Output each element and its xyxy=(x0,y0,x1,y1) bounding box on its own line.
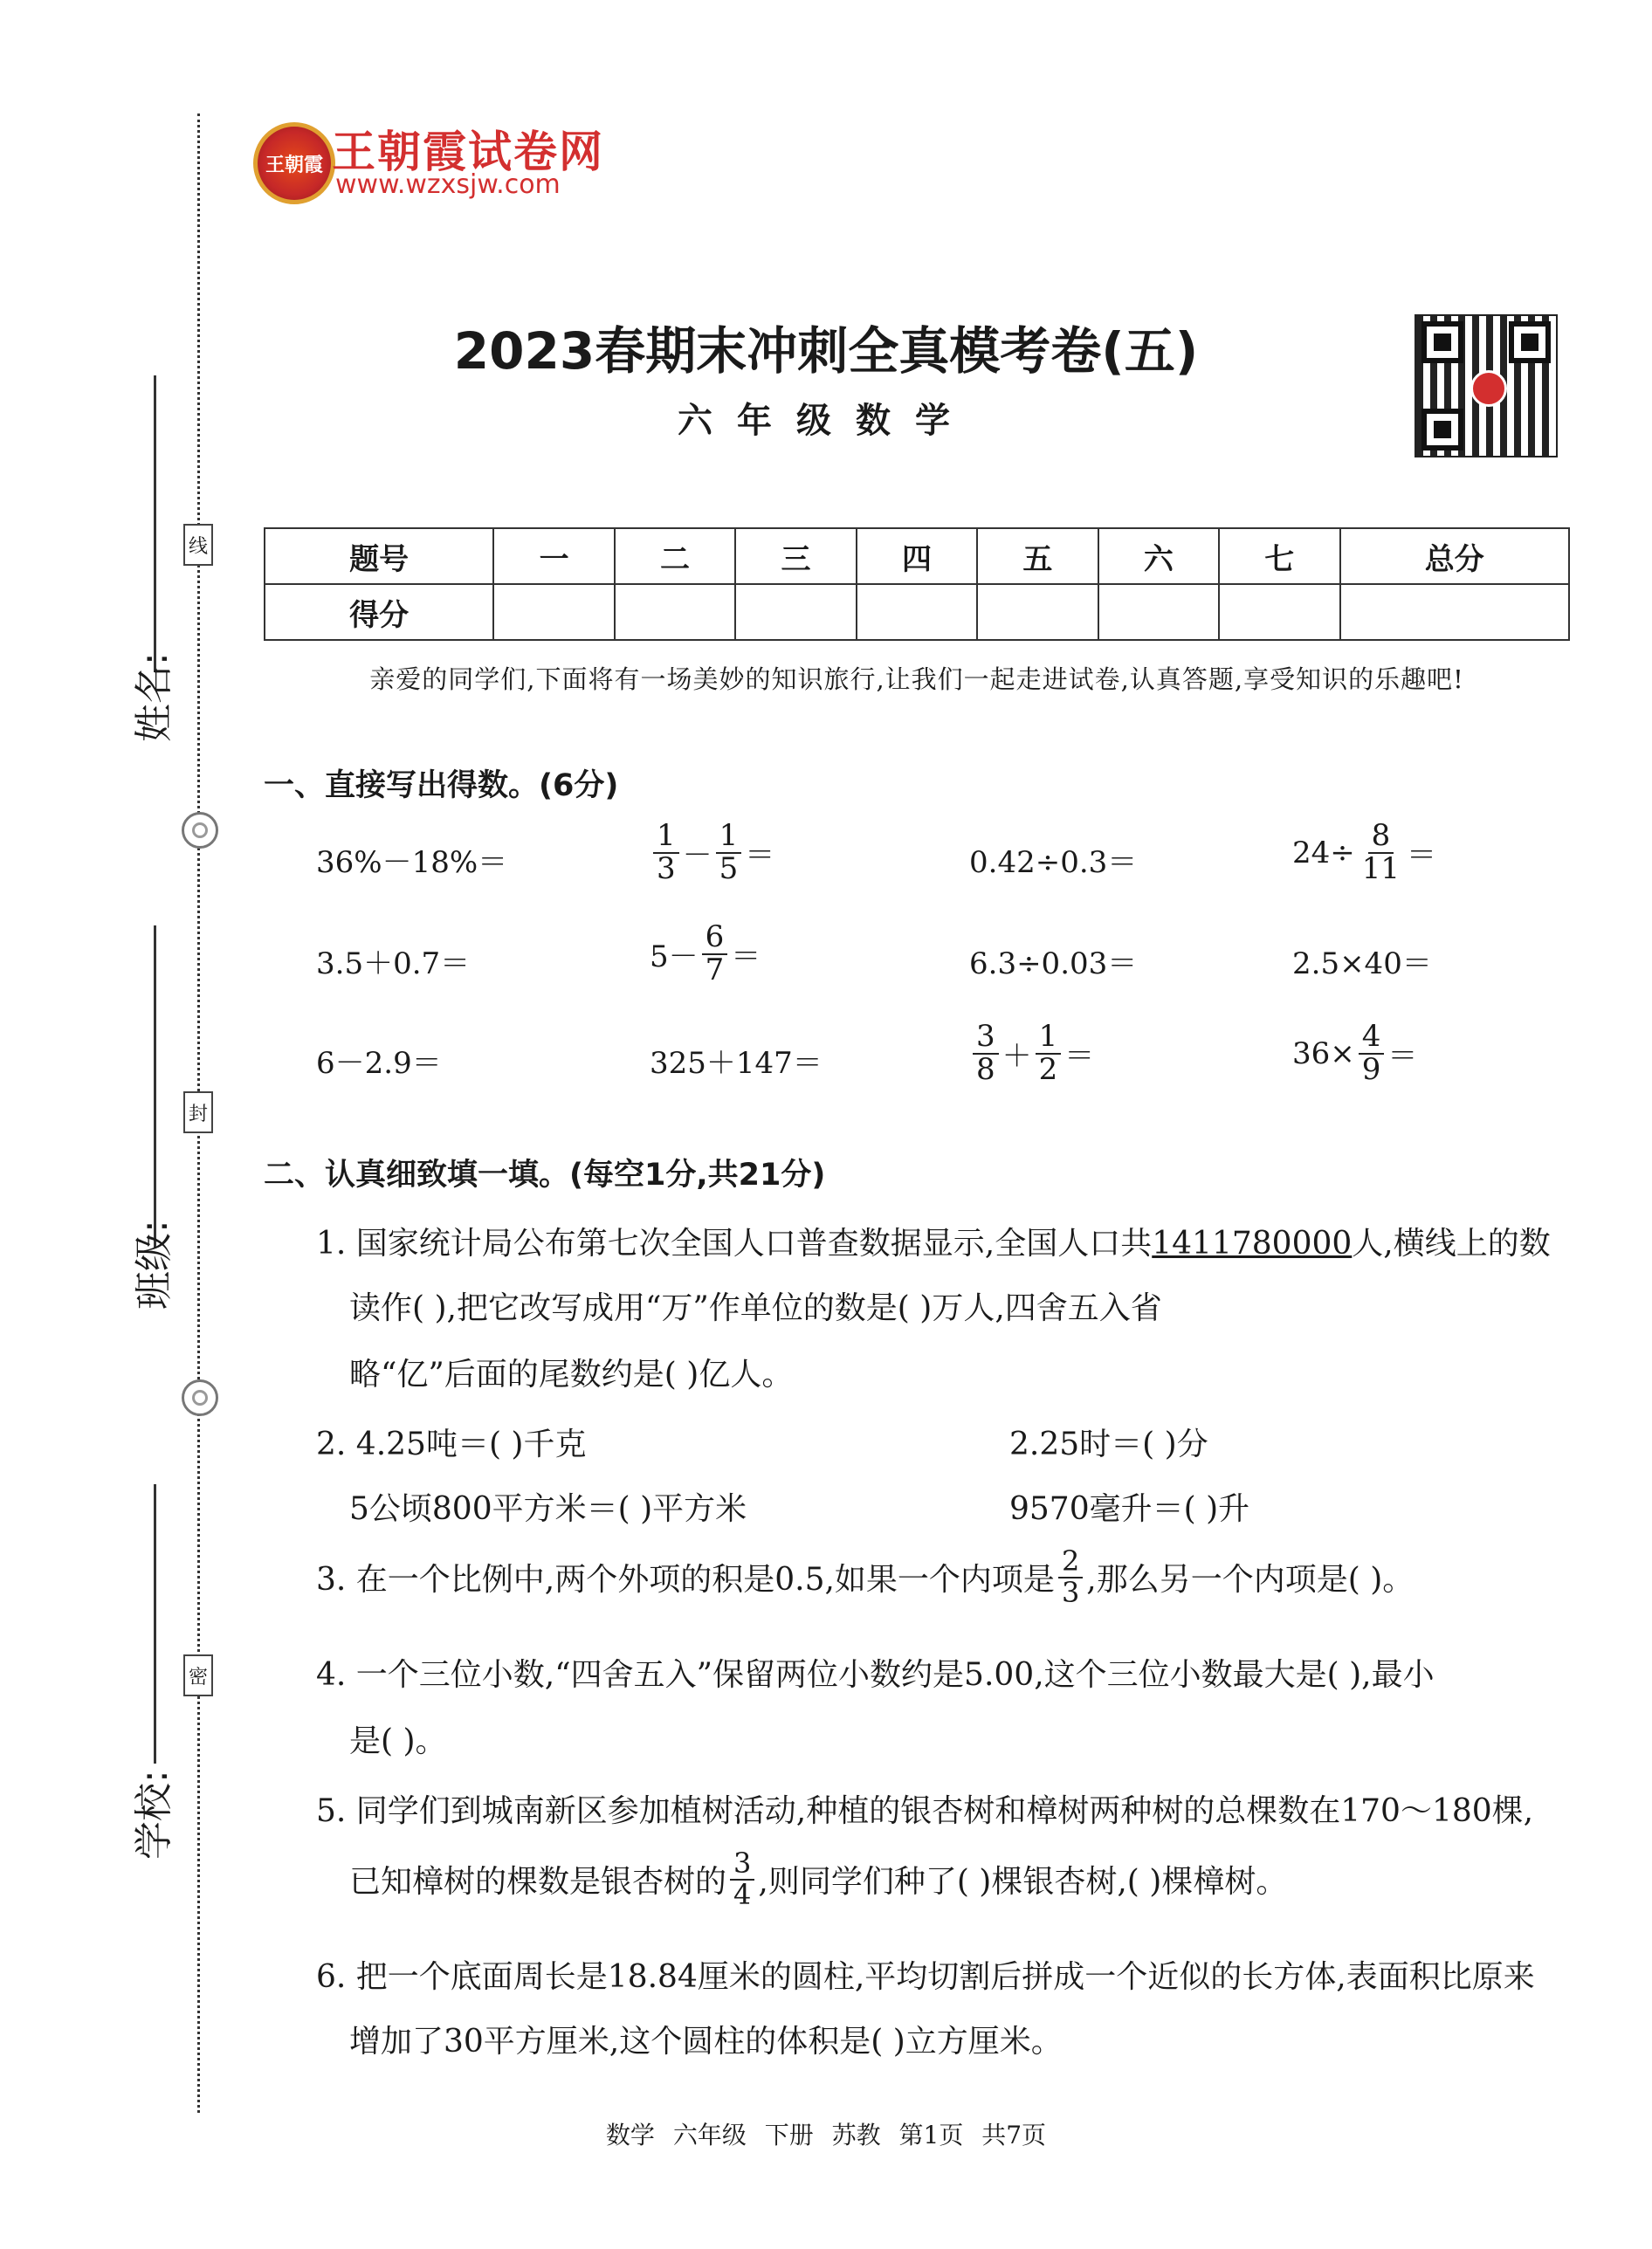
qr-finder xyxy=(1509,321,1551,363)
score-cell: 二 xyxy=(615,528,735,584)
swirl-icon xyxy=(182,1379,218,1416)
score-value-row xyxy=(265,584,1569,640)
intro-text: 亲爱的同学们,下面将有一场美妙的知识旅行,让我们一起走进试卷,认真答题,享受知识的乐趣吧! xyxy=(369,664,1464,694)
question-5-line2: 已知樟树的棵数是银杏树的 $\frac{3}{4}$ ,则同学们种了( )棵银杏树,( )棵樟树。 xyxy=(349,1847,1288,1911)
question-4-line1: 4. 一个三位小数,“四舍五入”保留两位小数约是5.00,这个三位小数最大是( ),最小 xyxy=(316,1657,1435,1693)
question-1-line1: 1. 国家统计局公布第七次全国人口普查数据显示,全国人口共1411780000人,横线上的数 xyxy=(316,1226,1551,1262)
calc-item: 24÷ $\frac{8}{11}$ ＝ xyxy=(1292,818,1437,886)
class-label: 班级: xyxy=(132,1220,176,1310)
brand-name: 王朝霞试卷网 xyxy=(332,127,604,177)
score-blank[interactable] xyxy=(615,584,735,640)
calc-item: 5－ $\frac{6}{7}$ ＝ xyxy=(650,919,761,987)
qr-finder xyxy=(1421,321,1463,363)
question-2a: 2. 4.25吨＝( )千克 xyxy=(316,1427,587,1462)
school-label: 学校: xyxy=(132,1770,176,1860)
score-cell: 总分 xyxy=(1340,528,1569,584)
question-4-line2: 是( )。 xyxy=(349,1723,447,1759)
question-1-line2: 读作( ),把它改写成用“万”作单位的数是( )万人,四舍五入省 xyxy=(349,1290,1162,1326)
score-cell: 三 xyxy=(735,528,856,584)
brand-url: www.wzxsjw.com xyxy=(335,169,561,200)
seal-char-secret: 密 xyxy=(183,1654,213,1696)
score-table xyxy=(264,527,1570,641)
score-blank[interactable] xyxy=(493,584,614,640)
class-underline xyxy=(154,925,156,1248)
score-cell: 六 xyxy=(1098,528,1219,584)
qr-logo xyxy=(1470,370,1507,407)
calc-item: $\frac{1}{3}$ － $\frac{1}{5}$ ＝ xyxy=(650,821,774,884)
seal-char-line: 线 xyxy=(183,524,213,566)
exam-title: 2023春期末冲刺全真模考卷(五) xyxy=(453,321,1199,381)
calc-item: 6.3÷0.03＝ xyxy=(969,946,1138,981)
question-1-line3: 略“亿”后面的尾数约是( )亿人。 xyxy=(349,1357,794,1393)
exam-subtitle: 六年级数学 xyxy=(678,401,974,441)
score-cell: 四 xyxy=(857,528,977,584)
score-row-label: 得分 xyxy=(265,584,493,640)
score-blank[interactable] xyxy=(977,584,1098,640)
score-header-row xyxy=(265,528,1569,584)
calc-item: $\frac{3}{8}$ ＋ $\frac{1}{2}$ ＝ xyxy=(969,1021,1094,1085)
calc-item: 36%－18%＝ xyxy=(316,845,508,880)
qr-code-icon xyxy=(1415,314,1558,457)
section1-title: 一、直接写出得数。(6分) xyxy=(264,768,619,803)
school-underline xyxy=(154,1484,156,1764)
question-3: 3. 在一个比例中,两个外项的积是0.5,如果一个内项是 $\frac{2}{3}$ ,那么另一个内项是( )。 xyxy=(316,1544,1415,1609)
calc-item: 325＋147＝ xyxy=(650,1046,823,1081)
name-label: 姓名: xyxy=(132,652,176,742)
page-footer: 数学 六年级 下册 苏教 第1页 共7页 xyxy=(605,2121,1047,2149)
section2-title: 二、认真细致填一填。(每空1分,共21分) xyxy=(264,1158,826,1193)
question-6-line2: 增加了30平方厘米,这个圆柱的体积是( )立方厘米。 xyxy=(349,2024,1063,2060)
question-2c: 5公顷800平方米＝( )平方米 xyxy=(349,1491,747,1527)
score-cell: 题号 xyxy=(265,528,493,584)
score-cell: 五 xyxy=(977,528,1098,584)
score-blank[interactable] xyxy=(1098,584,1219,640)
question-2d: 9570毫升＝( )升 xyxy=(1009,1491,1250,1527)
score-blank[interactable] xyxy=(1340,584,1569,640)
score-blank[interactable] xyxy=(857,584,977,640)
score-blank[interactable] xyxy=(1219,584,1339,640)
calc-item: 6－2.9＝ xyxy=(316,1046,442,1081)
question-6-line1: 6. 把一个底面周长是18.84厘米的圆柱,平均切割后拼成一个近似的长方体,表面积比原来 xyxy=(316,1959,1535,1995)
brand-badge-icon: 王朝霞 xyxy=(253,122,335,204)
calc-item: 2.5×40＝ xyxy=(1292,946,1432,981)
calc-item: 0.42÷0.3＝ xyxy=(969,845,1138,880)
calc-item: 36× $\frac{4}{9}$ ＝ xyxy=(1292,1019,1418,1087)
swirl-icon xyxy=(182,812,218,849)
calc-item: 3.5＋0.7＝ xyxy=(316,946,471,981)
score-blank[interactable] xyxy=(735,584,856,640)
score-cell: 一 xyxy=(493,528,614,584)
question-5-line1: 5. 同学们到城南新区参加植树活动,种植的银杏树和樟树两种树的总棵数在170～180棵, xyxy=(316,1793,1534,1829)
seal-char-seal: 封 xyxy=(183,1091,213,1133)
qr-finder xyxy=(1421,409,1463,450)
score-cell: 七 xyxy=(1219,528,1339,584)
question-2b: 2.25时＝( )分 xyxy=(1009,1427,1208,1462)
